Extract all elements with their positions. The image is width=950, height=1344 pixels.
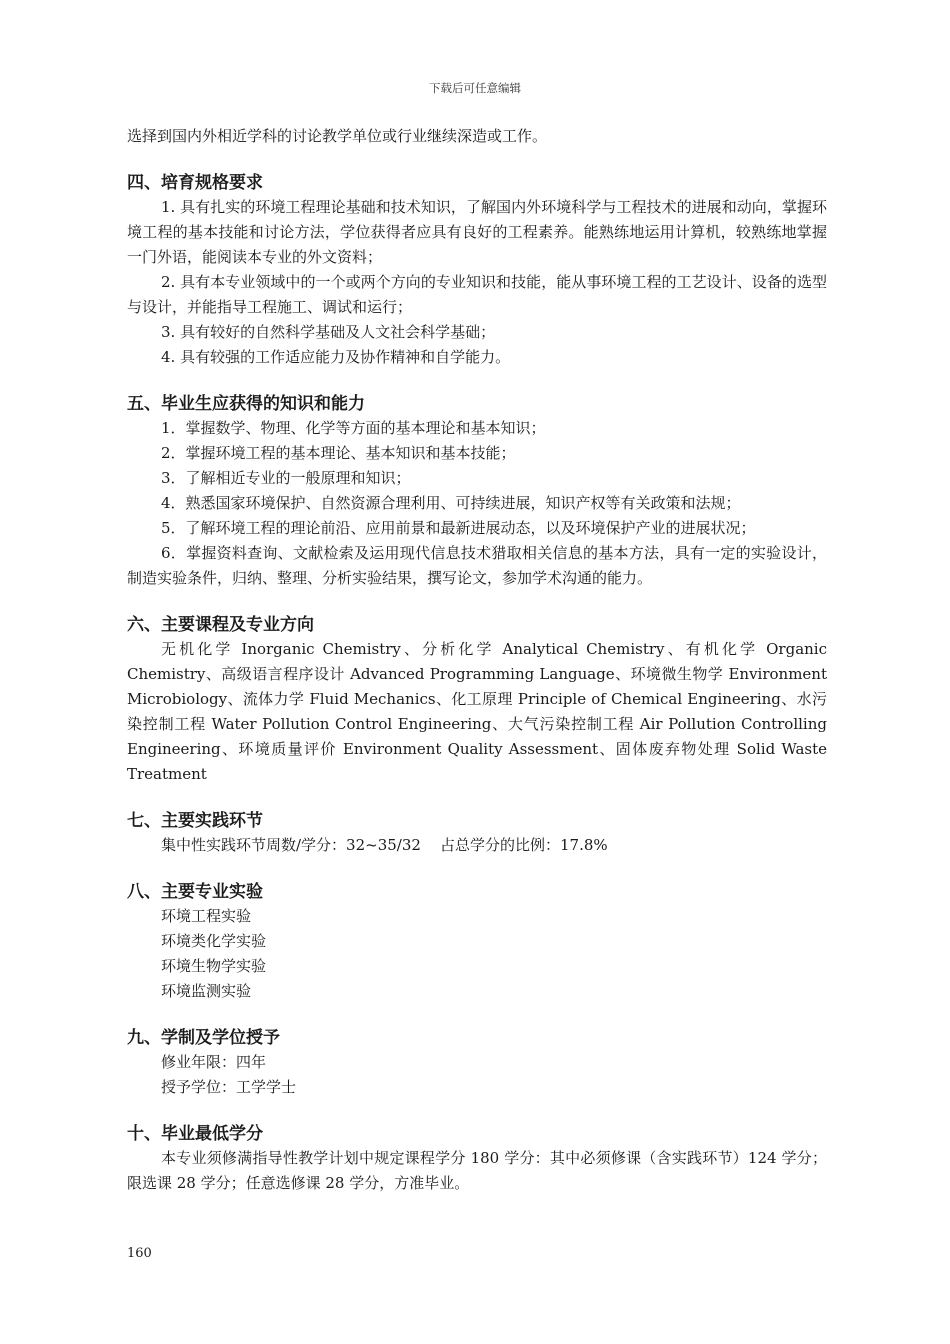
experiment-item: 环境生物学实验 <box>161 957 267 975</box>
section-10-heading: 十、毕业最低学分 <box>127 1124 263 1144</box>
practice-summary: 集中性实践环节周数/学分：32~35/32 占总学分的比例：17.8% <box>161 836 608 854</box>
section-8-heading: 八、主要专业实验 <box>127 882 263 902</box>
section-9-heading: 九、学制及学位授予 <box>127 1028 280 1048</box>
course-list-paragraph: 无机化学 Inorganic Chemistry、分析化学 Analytical Chemistry、有机化学 Organic Chemistry、高级语言程序设计 Advanced Programming Language、环境微生物学 Environment Microbiology、流体力学 Fluid Mechanics、化工原理 Principle of Chemical Engineering、水污染控制工程 Water Pollution Control Engineering、大气污染控制工程 Air Pollution Controlling Engineering、环境质量评价 Environment Quality Assessment、固体废弃物处理 Solid Waste Treatment <box>127 640 827 783</box>
section-7-heading: 七、主要实践环节 <box>127 811 263 831</box>
section-5-item: 6．掌握资料查询、文献检索及运用现代信息技术猎取相关信息的基本方法，具有一定的实验设计，制造实验条件，归纳、整理、分析实验结果，撰写论文，参加学术沟通的能力。 <box>127 544 827 587</box>
page-number: 160 <box>127 1246 152 1261</box>
section-4-heading: 四、培育规格要求 <box>127 173 263 193</box>
section-5-item: 3．了解相近专业的一般原理和知识； <box>161 469 411 487</box>
degree-info-item: 修业年限：四年 <box>161 1053 267 1071</box>
section-4-item: 1. 具有扎实的环境工程理论基础和技术知识，了解国内外环境科学与工程技术的进展和动向，掌握环境工程的基本技能和讨论方法，学位获得者应具有良好的工程素养。能熟练地运用计算机，较熟练地掌握一门外语，能阅读本专业的外文资料； <box>127 198 827 266</box>
experiment-item: 环境监测实验 <box>161 982 252 1000</box>
section-4-item: 3. 具有较好的自然科学基础及人文社会科学基础； <box>161 323 496 341</box>
section-5-item: 1．掌握数学、物理、化学等方面的基本理论和基本知识； <box>161 419 546 437</box>
section-4-item: 2. 具有本专业领域中的一个或两个方向的专业知识和技能，能从事环境工程的工艺设计、设备的选型与设计，并能指导工程施工、调试和运行； <box>127 273 827 316</box>
degree-info-item: 授予学位：工学学士 <box>161 1078 297 1096</box>
section-5-item: 5．了解环境工程的理论前沿、应用前景和最新进展动态，以及环境保护产业的进展状况； <box>161 519 756 537</box>
experiment-item: 环境类化学实验 <box>161 932 267 950</box>
section-5-heading: 五、毕业生应获得的知识和能力 <box>127 394 365 414</box>
document-body <box>127 124 827 1196</box>
page-header: 下载后可任意编辑 <box>429 81 521 95</box>
section-5-item: 4．熟悉国家环境保护、自然资源合理利用、可持续进展，知识产权等有关政策和法规； <box>161 494 741 512</box>
experiment-item: 环境工程实验 <box>161 907 252 925</box>
credit-requirement-paragraph: 本专业须修满指导性教学计划中规定课程学分 180 学分：其中必须修课（含实践环节）124 学分；限选课 28 学分；任意选修课 28 学分，方准毕业。 <box>127 1149 827 1192</box>
section-5-item: 2．掌握环境工程的基本理论、基本知识和基本技能； <box>161 444 516 462</box>
section-4-item: 4. 具有较强的工作适应能力及协作精神和自学能力。 <box>161 348 511 366</box>
section-6-heading: 六、主要课程及专业方向 <box>127 615 314 635</box>
intro-paragraph: 选择到国内外相近学科的讨论教学单位或行业继续深造或工作。 <box>127 127 548 145</box>
